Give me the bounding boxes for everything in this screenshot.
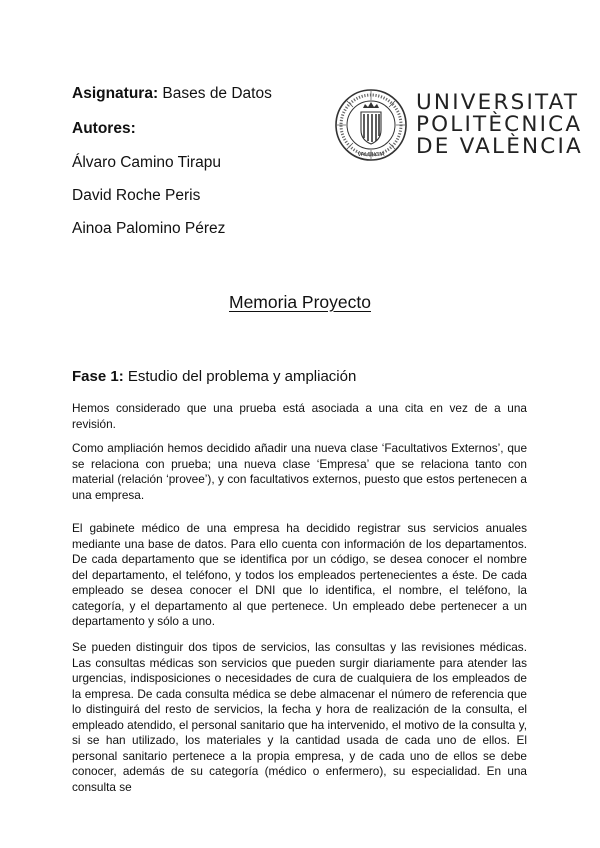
seal-text: VALENCIA <box>357 152 385 158</box>
paragraph-4: Se pueden distinguir dos tipos de servicios, las consultas y las revisiones médicas. Las consultas médicas son servicios que pueden surgir diariamente para atender las urgencias, indisposiciones o necesidades de cura de cualquiera de los empleados de la empresa. De cada consulta médica se debe almacenar el número de referencia que lo distinguirá del resto de servicios, la fecha y hora de realización de la consulta, el empleado atendido, el personal sanitario que ha intervenido, el motivo de la consulta y, si se han utilizado, los materiales y la cantidad usada de cada uno de ellos. El personal sanitario pertenece a la propia empresa, y de cada uno de ellos se debe conocer, además de su categoría (médico o enfermero), su especialidad. En una consulta se <box>72 640 527 794</box>
university-name-line-1: UNIVERSITAT <box>416 90 580 115</box>
autores-label: Autores: <box>72 120 136 137</box>
section-title: Estudio del problema y ampliación <box>123 368 357 385</box>
author-3: Ainoa Palomino Pérez <box>72 220 226 237</box>
university-name-line-2: POLITÈCNICA <box>416 112 583 137</box>
paragraph-2: Como ampliación hemos decidido añadir una nueva clase ‘Facultativos Externos’, que se relaciona con prueba; una nueva clase ‘Empresa’ que se relaciona tanto con material (relación ‘provee’), y con facultativos externos, puesto que estos pertenecen a una empresa. <box>72 441 527 502</box>
author-1: Álvaro Camino Tirapu <box>72 154 222 171</box>
asignatura-label: Asignatura: <box>72 85 159 102</box>
university-name <box>416 92 583 158</box>
document-title: Memoria Proyecto <box>229 292 371 312</box>
asignatura-line <box>72 84 272 104</box>
university-logo <box>334 88 583 170</box>
section-label: Fase 1: <box>72 368 124 385</box>
university-seal-icon <box>334 88 408 162</box>
section-heading <box>72 368 356 385</box>
asignatura-value: Bases de Datos <box>158 85 272 102</box>
author-2: David Roche Peris <box>72 187 201 204</box>
paragraph-3: El gabinete médico de una empresa ha decidido registrar sus servicios anuales mediante una base de datos. Para ello cuenta con información de los departamentos. De cada departamento que se identifica por un código, se desea conocer el nombre del departamento, el teléfono, y todos los empleados pertenecientes a éste. De cada empleado se desea conocer el DNI que lo identifica, el nombre, el teléfono, la categoría, y el departamento al que pertenece. Un empleado debe pertenecer a un departamento y sólo a uno. <box>72 521 527 628</box>
paragraph-1: Hemos considerado que una prueba está asociada a una cita en vez de a una revisión. <box>72 401 527 431</box>
university-name-line-3: DE VALÈNCIA <box>416 134 583 159</box>
